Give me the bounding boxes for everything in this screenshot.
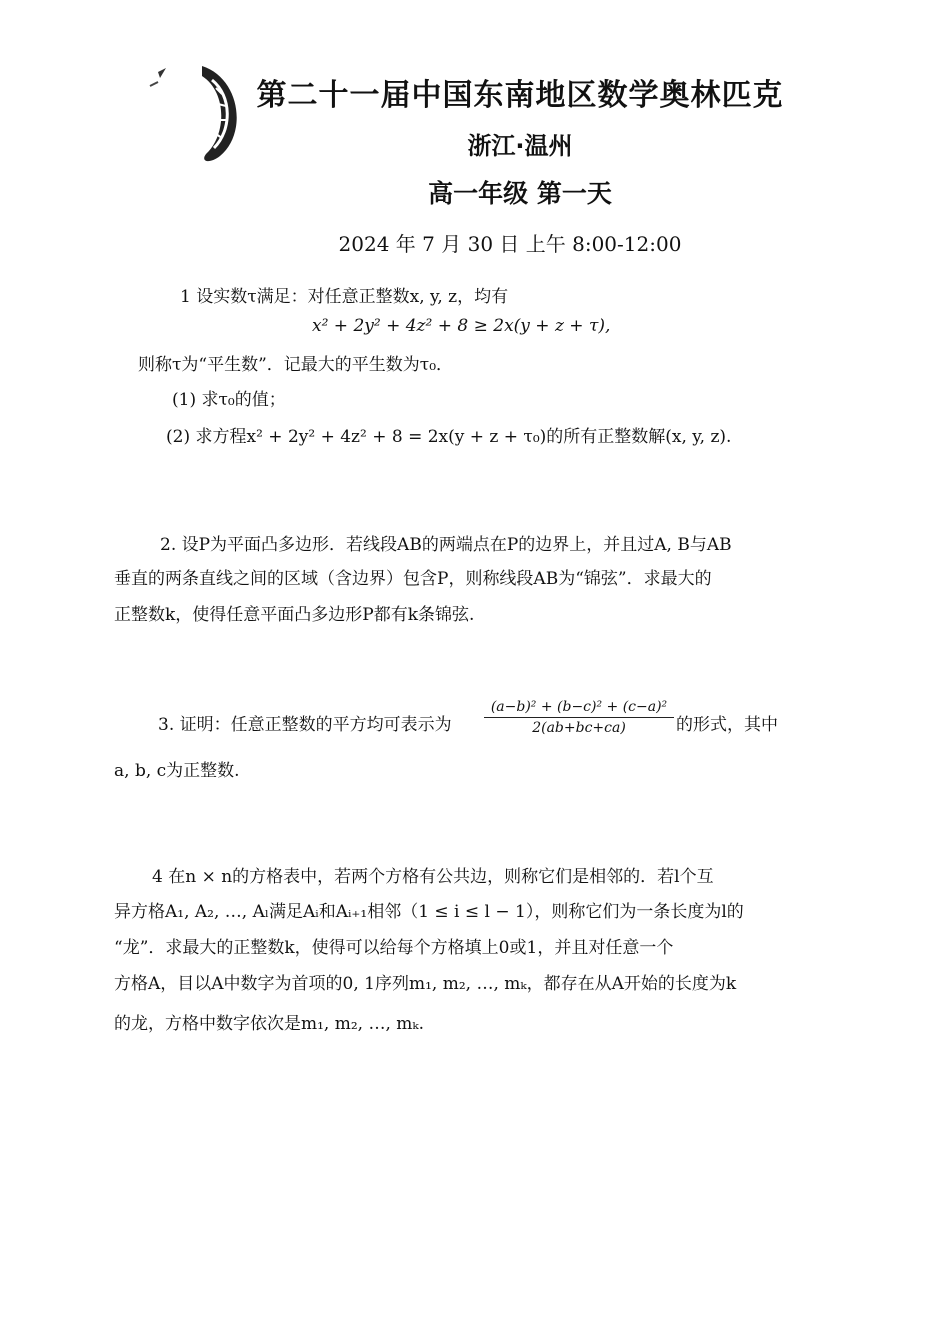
problem-3-line-1-start: 3. 证明：任意正整数的平方均可表示为 bbox=[158, 715, 452, 735]
location: 浙江·温州 bbox=[467, 132, 573, 160]
problem-1-inequality: x² + 2y² + 4z² + 8 ≥ 2x(y + z + τ), bbox=[312, 316, 611, 336]
problem-3-line-1-end: 的形式，其中 bbox=[676, 715, 778, 735]
problem-3-fraction bbox=[484, 699, 674, 736]
problem-4-line-2: 异方格A₁, A₂, …, Aₗ满足Aᵢ和Aᵢ₊₁相邻（1 ≤ i ≤ l − 1），则称它们为一条长度为l的 bbox=[114, 902, 744, 922]
problem-2-line-2: 垂直的两条直线之间的区域（含边界）包含P，则称线段AB为“锦弦”．求最大的 bbox=[114, 569, 712, 589]
problem-4-line-4: 方格A，目以A中数字为首项的0, 1序列m₁, m₂, …, mₖ，都存在从A开始的长度为k bbox=[114, 974, 737, 994]
problem-1-definition: 则称τ为“平生数”．记最大的平生数为τ₀． bbox=[138, 355, 454, 375]
problem-2-line-1: 2. 设P为平面凸多边形．若线段AB的两端点在P的边界上，并且过A, B与AB bbox=[160, 535, 732, 555]
grade-day: 高一年级 第一天 bbox=[428, 179, 612, 208]
problem-2-line-3: 正整数k，使得任意平面凸多边形P都有k条锦弦. bbox=[114, 605, 475, 625]
problem-4-line-3: “龙”．求最大的正整数k，使得可以给每个方格填上0或1，并且对任意一个 bbox=[114, 938, 674, 958]
fraction-numerator: (a−b)² + (b−c)² + (c−a)² bbox=[484, 699, 674, 718]
problem-3-line-2: a, b, c为正整数. bbox=[114, 761, 240, 781]
problem-4-line-1: 4 在n × n的方格表中，若两个方格有公共边，则称它们是相邻的．若l个互 bbox=[152, 867, 714, 887]
exam-datetime: 2024 年 7 月 30 日 上午 8:00-12:00 bbox=[338, 232, 682, 256]
page-title: 第二十一届中国东南地区数学奥林匹克 bbox=[256, 78, 784, 113]
problem-1-part-1: (1) 求τ₀的值； bbox=[172, 390, 286, 410]
problem-1-intro: 1 设实数τ满足：对任意正整数x, y, z，均有 bbox=[180, 287, 509, 307]
problem-4-line-5: 的龙，方格中数字依次是m₁, m₂, …, mₖ. bbox=[114, 1014, 425, 1034]
fraction-denominator: 2(ab+bc+ca) bbox=[532, 720, 626, 736]
problem-1-part-2: (2) 求方程x² + 2y² + 4z² + 8 = 2x(y + z + τ₀)的所有正整数解(x, y, z). bbox=[166, 427, 732, 447]
